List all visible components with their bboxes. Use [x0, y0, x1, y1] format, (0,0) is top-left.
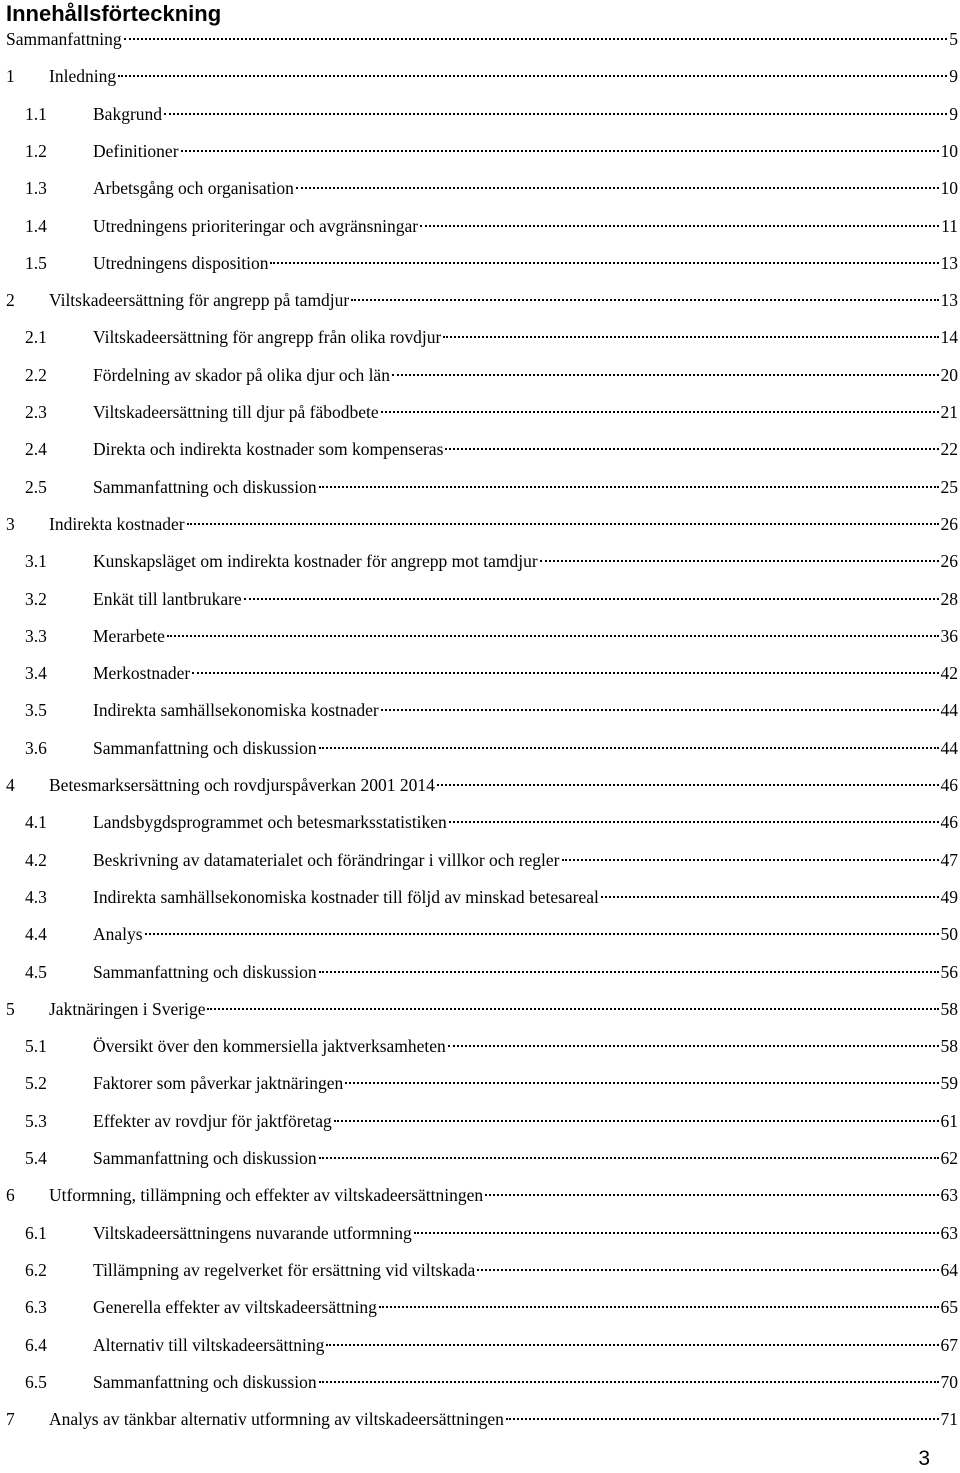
toc-entry-number: 4	[6, 775, 15, 795]
toc-dot-leader	[477, 1269, 938, 1271]
toc-entry-number: 6.3	[25, 1297, 47, 1318]
toc-entry-page: 64	[940, 1259, 958, 1280]
toc-entry-number: 3.6	[25, 737, 47, 758]
toc-entry-label: Viltskadeersättningens nuvarande utformning	[93, 1222, 412, 1243]
toc-entry[interactable]	[6, 287, 958, 313]
toc-dot-leader	[167, 635, 939, 637]
toc-entry-label: Viltskadeersättning för angrepp på tamdjur	[49, 290, 350, 311]
toc-entry[interactable]	[6, 1369, 958, 1395]
toc-entry-label: Sammanfattning och diskussion	[93, 476, 317, 497]
toc-entry-page: 9	[949, 66, 958, 87]
toc-dot-leader	[319, 747, 939, 749]
toc-entry-number: 2.1	[25, 327, 47, 348]
toc-dot-leader	[392, 374, 939, 376]
toc-entry-number: 5.4	[25, 1148, 47, 1168]
toc-entry-number: 3.5	[25, 700, 47, 721]
toc-entry[interactable]	[6, 474, 958, 500]
toc-dot-leader	[334, 1120, 939, 1122]
toc-dot-leader	[270, 262, 938, 264]
toc-entry-page: 9	[949, 103, 958, 124]
toc-dot-leader	[164, 113, 947, 115]
toc-dot-leader	[345, 1082, 938, 1084]
toc-dot-leader	[319, 1157, 939, 1159]
toc-entry-number: 6.5	[25, 1371, 47, 1392]
toc-entry-label: Indirekta samhällsekonomiska kostnader	[93, 700, 379, 721]
toc-entry[interactable]	[6, 959, 958, 985]
toc-dot-leader	[319, 486, 939, 488]
toc-entry-number: 5	[6, 998, 15, 1019]
toc-entry[interactable]	[6, 1070, 958, 1096]
toc-entry-number: 5.2	[25, 1073, 47, 1094]
toc-entry-number: 4.1	[25, 812, 47, 833]
toc-entry-label: Viltskadeersättning för angrepp från olika rovdjur	[93, 327, 442, 348]
toc-entry-page: 61	[940, 1110, 958, 1131]
toc-entry-page: 71	[940, 1409, 958, 1430]
toc-dot-leader	[351, 299, 938, 301]
toc-entry[interactable]	[6, 884, 958, 910]
toc-entry[interactable]	[6, 996, 958, 1022]
toc-entry-number: 1	[6, 66, 15, 87]
toc-dot-leader	[296, 187, 939, 189]
toc-entry[interactable]	[6, 1332, 958, 1358]
toc-entry-number: 5.1	[25, 1036, 47, 1057]
toc-entry-number: 6.2	[25, 1259, 47, 1280]
toc-entry-page: 50	[940, 924, 958, 945]
toc-entry-page: 25	[940, 476, 958, 497]
toc-entry[interactable]	[6, 809, 958, 835]
toc-entry-page: 63	[940, 1185, 958, 1206]
toc-dot-leader	[326, 1344, 938, 1346]
toc-dot-leader	[540, 560, 939, 562]
toc-entry-number: 2.4	[25, 439, 47, 460]
toc-entry[interactable]	[6, 101, 958, 127]
toc-entry[interactable]	[6, 63, 958, 89]
toc-entry[interactable]	[6, 1294, 958, 1320]
toc-entry[interactable]	[6, 1033, 958, 1059]
toc-dot-leader	[379, 1306, 939, 1308]
toc-dot-leader	[448, 1045, 939, 1047]
toc-entry-label: Enkät till lantbrukare	[93, 588, 242, 609]
toc-entry-label: Bakgrund	[93, 103, 163, 124]
toc-entry[interactable]	[6, 921, 958, 947]
toc-entry-number: 4.2	[25, 849, 47, 870]
toc-entry-number: 2.3	[25, 402, 47, 422]
toc-entry-page: 13	[940, 290, 958, 311]
toc-entry-label: Utredningens disposition	[93, 252, 269, 273]
toc-entry[interactable]	[6, 548, 958, 574]
toc-entry-page: 46	[940, 775, 958, 795]
toc-entry-label: Fördelning av skador på olika djur och län	[93, 364, 390, 385]
toc-entry[interactable]	[6, 1108, 958, 1134]
toc-entry-label: Inledning	[49, 66, 117, 87]
toc-entry-number: 3	[6, 513, 15, 534]
toc-entry-label: Generella effekter av viltskadeersättning	[93, 1297, 377, 1318]
toc-entry-label: Utredningens prioriteringar och avgränsningar	[93, 215, 419, 236]
toc-entry-label: Jaktnäringen i Sverige	[49, 998, 206, 1019]
toc-dot-leader	[445, 448, 938, 450]
toc-entry-number: 3.4	[25, 663, 47, 684]
toc-entry-label: Arbetsgång och organisation	[93, 178, 294, 199]
toc-dot-leader	[420, 225, 939, 227]
toc-entry[interactable]	[6, 697, 958, 723]
toc-entry-label: Faktorer som påverkar jaktnäringen	[93, 1073, 344, 1094]
toc-entry-number: 4.4	[25, 924, 47, 945]
toc-entry-page: 36	[940, 625, 958, 646]
toc-entry[interactable]	[6, 175, 958, 201]
toc-entry-page: 26	[940, 513, 958, 534]
toc-entry-number: 2.2	[25, 364, 47, 385]
toc-entry[interactable]	[6, 511, 958, 537]
toc-entry-page: 44	[940, 737, 958, 758]
toc-entry[interactable]	[6, 847, 958, 873]
toc-entry[interactable]	[6, 213, 958, 239]
toc-entry-label: Analys	[93, 924, 143, 945]
toc-entry-label: Sammanfattning och diskussion	[93, 1371, 317, 1392]
toc-entry-number: 6.4	[25, 1334, 47, 1355]
toc-dot-leader	[207, 1008, 938, 1010]
toc-dot-leader	[319, 1381, 939, 1383]
toc-entry-page: 49	[940, 886, 958, 907]
toc-dot-leader	[124, 38, 948, 40]
toc-entry-number: 4.5	[25, 961, 47, 982]
toc-entry-label: Alternativ till viltskadeersättning	[93, 1334, 325, 1355]
toc-entry-number: 2.5	[25, 476, 47, 497]
toc-entry-number: 4.3	[25, 886, 47, 907]
toc-entry-number: 1.1	[25, 103, 47, 124]
toc-entry-page: 58	[940, 1036, 958, 1057]
toc-entry-page: 21	[940, 402, 958, 422]
toc-entry-label: Sammanfattning	[6, 29, 122, 49]
toc-entry-number: 5.3	[25, 1110, 47, 1131]
toc-dot-leader	[187, 523, 939, 525]
toc-entry[interactable]	[6, 735, 958, 761]
toc-entry-number: 3.2	[25, 588, 47, 609]
toc-entry-label: Utformning, tillämpning och effekter av viltskadeersättningen	[49, 1185, 484, 1206]
toc-entry-page: 14	[940, 327, 958, 348]
toc-entry-label: Sammanfattning och diskussion	[93, 1148, 317, 1168]
toc-entry-page: 22	[940, 439, 958, 460]
toc-entry-page: 63	[940, 1222, 958, 1243]
toc-entry-label: Tillämpning av regelverket för ersättning vid viltskada	[93, 1259, 476, 1280]
toc-entry[interactable]	[6, 1257, 958, 1283]
toc-entry-page: 56	[940, 961, 958, 982]
toc-entry-number: 1.2	[25, 140, 47, 161]
toc-entry-page: 62	[940, 1148, 958, 1168]
toc-entry[interactable]	[6, 772, 958, 798]
toc-entry-page: 5	[949, 29, 958, 49]
toc-dot-leader	[381, 411, 939, 413]
toc-entry-page: 59	[940, 1073, 958, 1094]
toc-entry-page: 42	[940, 663, 958, 684]
toc-dot-leader	[244, 598, 939, 600]
toc-entry-page: 65	[940, 1297, 958, 1318]
toc-dot-leader	[601, 896, 939, 898]
toc-entry-number: 1.4	[25, 215, 47, 236]
page-number: 3	[918, 1447, 930, 1470]
toc-entry[interactable]	[6, 1406, 958, 1432]
toc-dot-leader	[485, 1194, 938, 1196]
toc-entry[interactable]	[6, 138, 958, 164]
toc-entry-page: 70	[940, 1371, 958, 1392]
toc-entry-page: 47	[940, 849, 958, 870]
toc-entry-number: 1.3	[25, 178, 47, 199]
toc-entry[interactable]	[6, 623, 958, 649]
toc-entry-label: Landsbygdsprogrammet och betesmarksstatistiken	[93, 812, 447, 833]
toc-entry-page: 28	[940, 588, 958, 609]
toc-entry[interactable]	[6, 399, 958, 425]
toc-entry-label: Analys av tänkbar alternativ utformning av viltskadeersättningen	[49, 1409, 504, 1430]
toc-entry-label: Kunskapsläget om indirekta kostnader för angrepp mot tamdjur	[93, 551, 538, 572]
toc-entry-label: Betesmarksersättning och rovdjurspåverkan 2001 2014	[49, 775, 435, 795]
toc-entry-label: Indirekta samhällsekonomiska kostnader till följd av minskad betesareal	[93, 886, 599, 907]
toc-entry-label: Direkta och indirekta kostnader som kompenseras	[93, 439, 444, 460]
toc-entry-label: Indirekta kostnader	[49, 513, 185, 534]
toc-entry[interactable]	[6, 324, 958, 350]
toc-entry-label: Översikt över den kommersiella jaktverksamheten	[93, 1036, 446, 1057]
toc-entry-page: 46	[940, 812, 958, 833]
toc-entry[interactable]	[6, 1145, 958, 1171]
toc-dot-leader	[562, 859, 939, 861]
toc-entry-label: Beskrivning av datamaterialet och förändringar i villkor och regler	[93, 849, 560, 870]
toc-entry-number: 2	[6, 290, 15, 311]
toc-entry[interactable]	[6, 1182, 958, 1208]
toc-entry-page: 67	[940, 1334, 958, 1355]
toc-entry[interactable]	[6, 362, 958, 388]
toc-entry-page: 13	[940, 252, 958, 273]
toc-entry[interactable]	[6, 660, 958, 686]
toc-entry-number: 6	[6, 1185, 15, 1206]
toc-dot-leader	[443, 336, 938, 338]
toc-entry-page: 44	[940, 700, 958, 721]
toc-dot-leader	[437, 784, 939, 786]
toc-entry[interactable]	[6, 250, 958, 276]
toc-entry-number: 6.1	[25, 1222, 47, 1243]
toc-entry-number: 3.1	[25, 551, 47, 572]
toc-entry-label: Merarbete	[93, 625, 165, 646]
toc-dot-leader	[449, 821, 939, 823]
toc-entry-label: Viltskadeersättning till djur på fäbodbete	[93, 402, 379, 422]
toc-entry-label: Sammanfattning och diskussion	[93, 961, 317, 982]
toc-entry[interactable]	[6, 436, 958, 462]
toc-dot-leader	[181, 150, 939, 152]
toc-entry-page: 20	[940, 364, 958, 385]
toc-entry-label: Merkostnader	[93, 663, 191, 684]
toc-dot-leader	[145, 933, 939, 935]
toc-entry[interactable]	[6, 26, 958, 52]
toc-dot-leader	[118, 75, 947, 77]
toc-dot-leader	[381, 709, 939, 711]
toc-entry-number: 7	[6, 1409, 15, 1430]
toc-entry-label: Effekter av rovdjur för jaktföretag	[93, 1110, 332, 1131]
toc-entry-page: 10	[940, 140, 958, 161]
toc-dot-leader	[506, 1418, 939, 1420]
toc-entry[interactable]	[6, 1220, 958, 1246]
toc-entry-label: Definitioner	[93, 140, 179, 161]
toc-entry-number: 1.5	[25, 252, 47, 273]
toc-entry-label: Sammanfattning och diskussion	[93, 737, 317, 758]
toc-entry-page: 11	[941, 215, 958, 236]
toc-title: Innehållsförteckning	[6, 1, 222, 26]
toc-entry[interactable]	[6, 586, 958, 612]
toc-dot-leader	[414, 1232, 939, 1234]
toc-dot-leader	[319, 971, 939, 973]
toc-dot-leader	[192, 672, 938, 674]
toc-entry-page: 10	[940, 178, 958, 199]
toc-entry-page: 26	[940, 551, 958, 572]
toc-entry-number: 3.3	[25, 625, 47, 646]
toc-entry-page: 58	[940, 998, 958, 1019]
